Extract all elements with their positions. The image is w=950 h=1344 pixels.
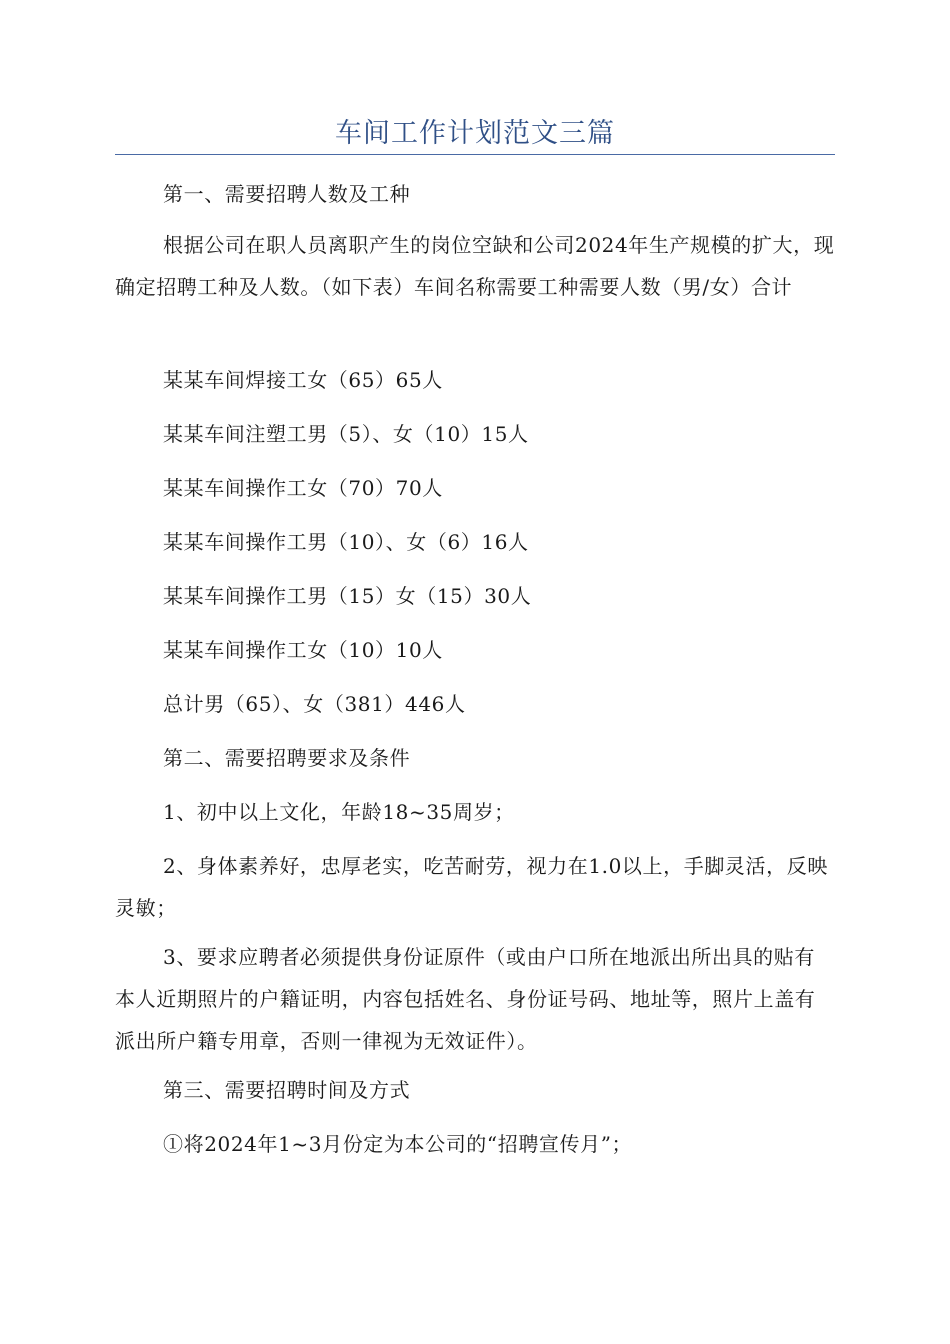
list-item: 某某车间操作工女（10）10人 bbox=[163, 638, 443, 662]
list-item: 某某车间操作工男（15）女（15）30人 bbox=[163, 584, 532, 608]
list-item: 某某车间操作工女（70）70人 bbox=[163, 476, 443, 500]
list-item: 某某车间操作工男（10）、女（6）16人 bbox=[163, 530, 529, 554]
document-title: 车间工作计划范文三篇 bbox=[335, 118, 615, 149]
section-heading-1: 第一、需要招聘人数及工种 bbox=[163, 182, 411, 206]
requirement-item: 1、初中以上文化，年龄18~35周岁； bbox=[163, 800, 515, 824]
list-item: 某某车间焊接工女（65）65人 bbox=[163, 368, 443, 392]
section-heading-2: 第二、需要招聘要求及条件 bbox=[163, 746, 411, 770]
title-underline bbox=[115, 154, 835, 155]
list-item: 某某车间注塑工男（5）、女（10）15人 bbox=[163, 422, 529, 446]
total-line: 总计男（65）、女（381）446人 bbox=[163, 692, 466, 716]
requirement-item: 2、身体素养好，忠厚老实，吃苦耐劳，视力在1.0以上，手脚灵活，反映灵敏； bbox=[115, 854, 828, 920]
section-heading-3: 第三、需要招聘时间及方式 bbox=[163, 1078, 411, 1102]
paragraph-intro: 根据公司在职人员离职产生的岗位空缺和公司2024年生产规模的扩大，现确定招聘工种及人数。（如下表）车间名称需要工种需要人数（男/女）合计 bbox=[115, 233, 835, 299]
method-item: ①将2024年1~3月份定为本公司的“招聘宣传月”； bbox=[163, 1132, 633, 1156]
requirement-item: 3、要求应聘者必须提供身份证原件（或由户口所在地派出所出具的贴有本人近期照片的户籍证明，内容包括姓名、身份证号码、地址等，照片上盖有派出所户籍专用章，否则一律视为无效证件）。 bbox=[115, 945, 816, 1053]
